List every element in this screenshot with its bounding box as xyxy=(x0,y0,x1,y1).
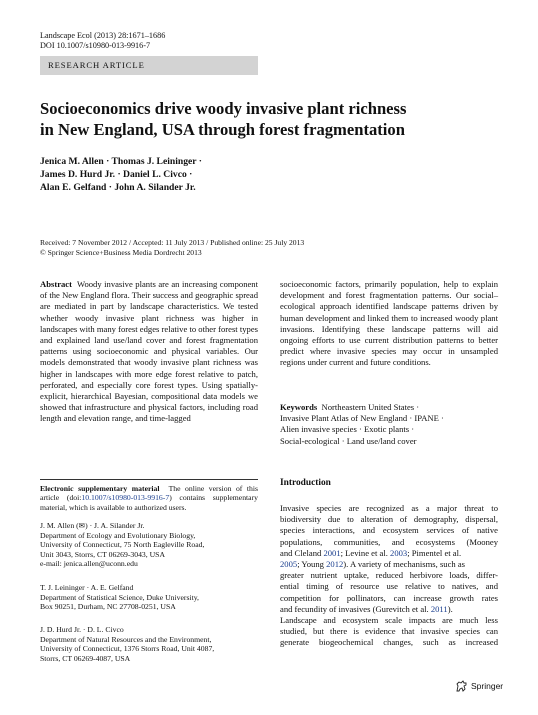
copyright-line: © Springer Science+Business Media Dordrecht 2013 xyxy=(40,248,202,257)
springer-horse-icon xyxy=(455,680,468,692)
running-header xyxy=(40,31,165,51)
affiliation-line: Storrs, CT 06269-4087, USA xyxy=(40,653,131,663)
publisher-logo xyxy=(455,680,503,692)
esm-heading: Electronic supplementary material xyxy=(40,484,160,493)
article-title: Socioeconomics drive woody invasive plant richness in New England, USA through forest fragmentation xyxy=(40,99,407,139)
affiliation-authors: J. D. Hurd Jr. · D. L. Civco xyxy=(40,625,124,634)
affiliation-block xyxy=(40,583,258,612)
footnote-separator xyxy=(40,479,258,480)
affiliation-block xyxy=(40,625,258,663)
keyword-line: Alien invasive species · Exotic plants · xyxy=(280,424,415,435)
affiliation-line: Box 90251, Durham, NC 27708-0251, USA xyxy=(40,602,176,612)
affiliation-authors: T. J. Leininger · A. E. Gelfand xyxy=(40,583,134,592)
email-line: e-mail: jenica.allen@uconn.edu xyxy=(40,559,138,569)
supplementary-material-note: Electronic supplementary material The online version of this article (doi:10.1007/s10980-013-9916-7) contains supplementary material, which is available to authorized users. xyxy=(40,484,259,512)
affiliation-line: University of Connecticut, 75 North Eagleville Road, xyxy=(40,540,205,550)
publication-dates xyxy=(40,238,304,258)
abstract-text: Woody invasive plants are an increasing component of the New England flora. Their success and geographic spread are mediated in part by landscape characteristics. We tested whether woody invasive plant richness was higher in landscapes with many forest edges relative to other forest types and explained land use/land cover and forest fragmentation patterns using socioeconomic and physical variables. Our models demonstrated that woody invasive plant richness was higher in landscapes with more edge forest relative to patch, perforated, and especially core forest types. Using spatially-explicit, hierarchical Bayesian, compositional data models we showed that infrastructure and physical factors, including road length and elevation range, and time-lagged xyxy=(40,279,258,424)
article-type-banner: RESEARCH ARTICLE xyxy=(40,56,258,75)
author-line: Jenica M. Allen · Thomas J. Leininger · xyxy=(40,156,202,167)
citation-link[interactable]: 2003 xyxy=(390,547,408,558)
abstract-heading: Abstract xyxy=(40,279,72,289)
affiliation-authors: J. M. Allen (✉) · J. A. Silander Jr. xyxy=(40,521,145,530)
author-list xyxy=(40,155,202,194)
esm-doi-link[interactable]: 10.1007/s10980-013-9916-7 xyxy=(81,493,170,503)
keyword-line: Northeastern United States · xyxy=(321,402,420,412)
citation-link[interactable]: 2012 xyxy=(326,559,344,570)
journal-citation: Landscape Ecol (2013) 28:1671–1686 xyxy=(40,31,166,40)
keywords-block xyxy=(280,402,498,447)
author-line: Alan E. Gelfand · John A. Silander Jr. xyxy=(40,182,196,193)
introduction-text: Invasive species are recognized as a major threat to biodiversity due to alteration of demography, dispersal, species interactions, and ecosystem services of native populations, communities, and ecosystems (Mooney and Cleland 2001; Levine et al. 2003; Pimentel et al. 2005; Young 2012). A variety of mechanisms, such as greater nutrient uptake, reduced herbivore loads, differ- ential timing of resource use relative to natives, and competition for pollinators, can increase growth rates and fecundity of invasives (Gurevitch et al. 2011). Landscape and ecosystem scale impacts are much less studied, but there is evidence that invasive species can generate biogeochemical changes, such as increased xyxy=(280,503,498,648)
doi-line: DOI 10.1007/s10980-013-9916-7 xyxy=(40,41,151,50)
keywords-heading: Keywords xyxy=(280,402,318,412)
keyword-line: Social-ecological · Land use/land cover xyxy=(280,435,417,446)
citation-link[interactable]: 2001 xyxy=(323,547,341,558)
affiliation-line: Department of Statistical Science, Duke University, xyxy=(40,592,199,602)
citation-link[interactable]: 2011 xyxy=(430,603,448,614)
affiliation-block xyxy=(40,521,258,569)
author-line: James D. Hurd Jr. · Daniel L. Civco · xyxy=(40,169,193,180)
affiliation-line: University of Connecticut, 1376 Storrs Road, Unit 4087, xyxy=(40,644,215,654)
received-accepted-line: Received: 7 November 2012 / Accepted: 11 July 2013 / Published online: 25 July 2013 xyxy=(40,238,305,247)
affiliation-line: Unit 3043, Storrs, CT 06269-3043, USA xyxy=(40,549,166,559)
abstract-right-column: socioeconomic factors, primarily population, help to explain development and forest fragmentation patterns. Our social–ecological approach identified landscape patterns driven by human development and linked them to increased woody plant invasions. Identifying these landscape patterns will aid ongoing efforts to use current distribution patterns to better predict where invasive species may occur in unsampled regions under current and future conditions. xyxy=(280,279,498,368)
keyword-line: Invasive Plant Atlas of New England · IPANE · xyxy=(280,413,444,424)
introduction-heading: Introduction xyxy=(280,478,331,488)
citation-link[interactable]: 2005 xyxy=(280,559,298,570)
affiliation-line: Department of Ecology and Evolutionary Biology, xyxy=(40,530,196,540)
abstract-left-column xyxy=(40,279,258,425)
affiliation-line: Department of Natural Resources and the Environment, xyxy=(40,634,212,644)
publisher-name: Springer xyxy=(471,681,504,691)
